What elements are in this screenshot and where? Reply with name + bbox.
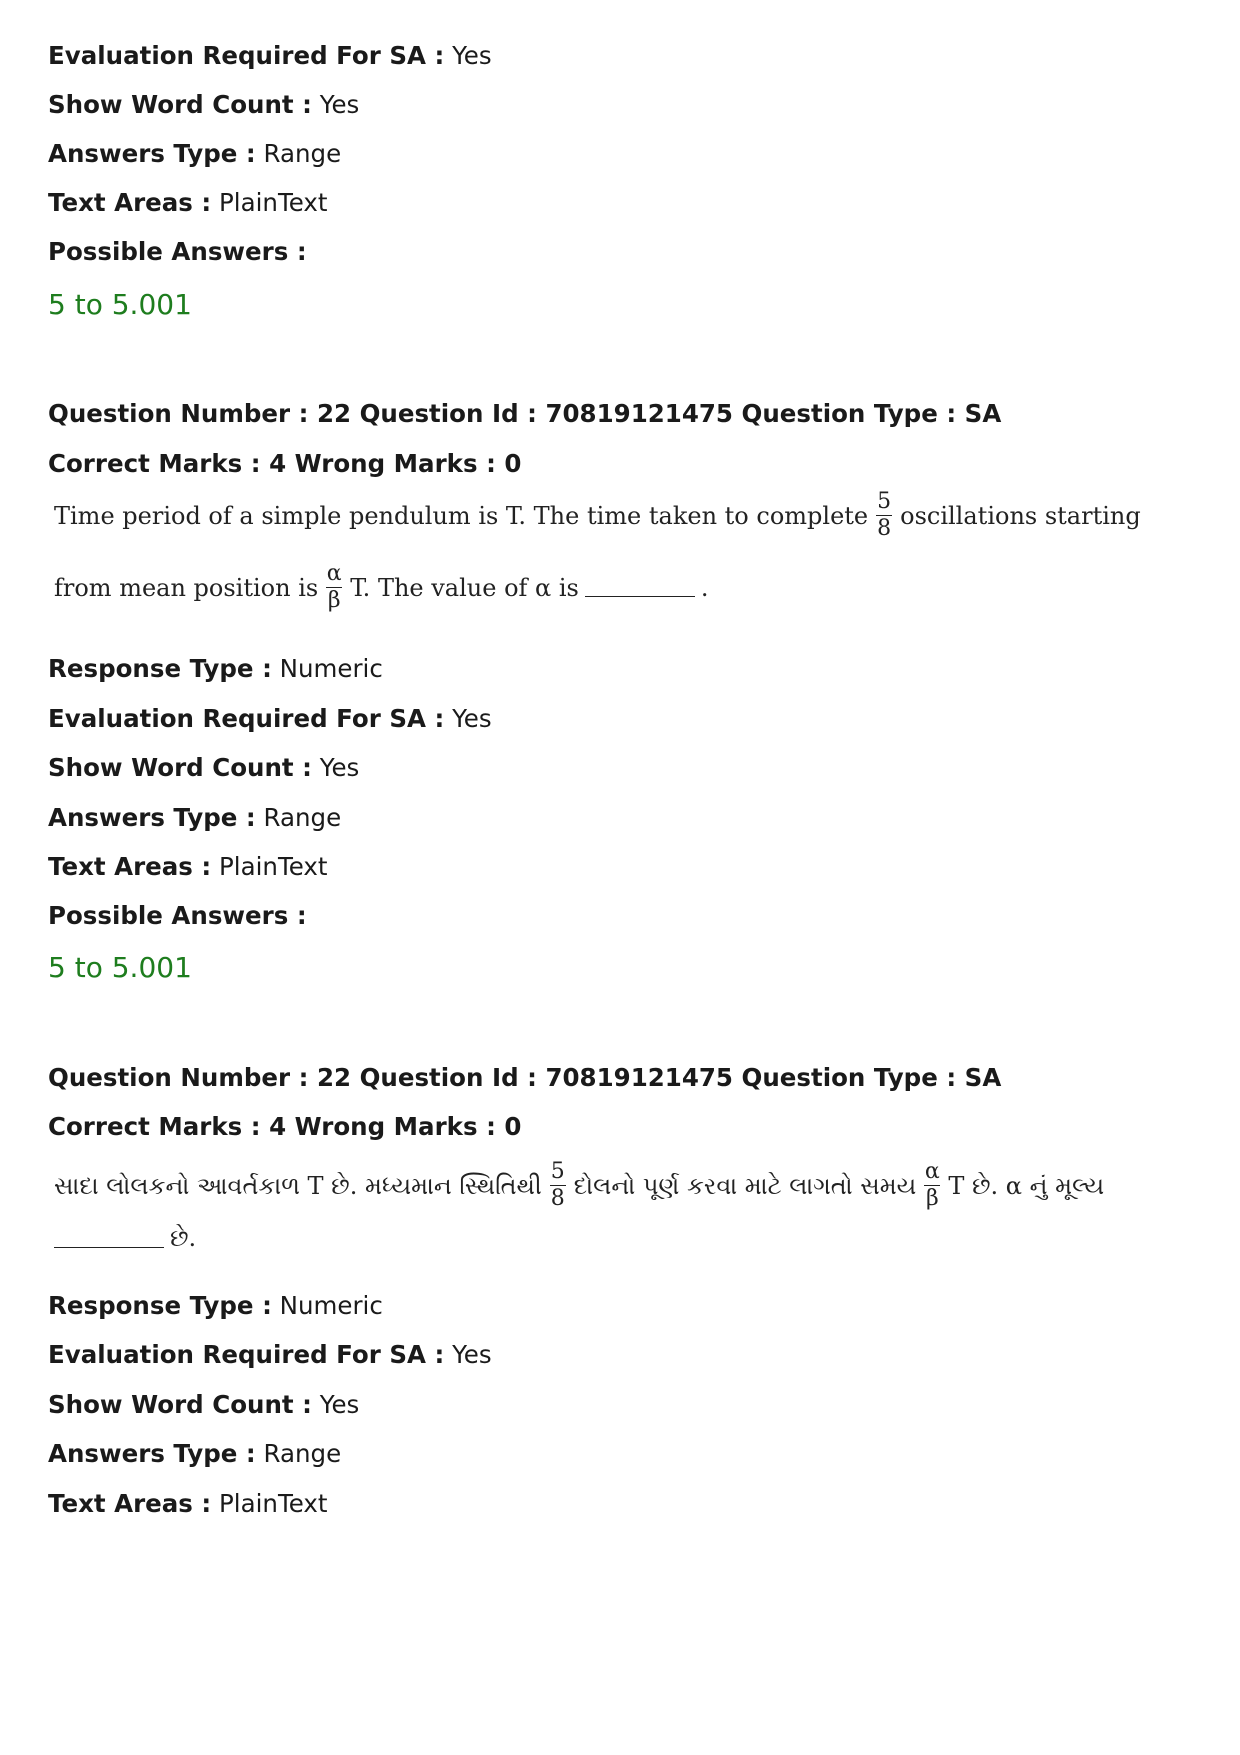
answers-type-label: Answers Type : <box>48 803 256 832</box>
question-text-part: T છે. α નું મૂલ્ય <box>948 1171 1105 1200</box>
word-count-value: Yes <box>319 753 360 782</box>
text-areas-label: Text Areas : <box>48 852 212 881</box>
text-areas-row <box>48 851 328 883</box>
fraction-alpha-beta <box>326 562 342 613</box>
question-text-part: છે. <box>170 1224 197 1252</box>
text-areas-row <box>48 187 328 219</box>
question-text-part: T. The value of α is <box>350 573 579 602</box>
fraction-alpha-beta <box>924 1160 940 1211</box>
possible-answer-value: 5 to 5.001 <box>48 288 192 321</box>
eval-sa-row <box>48 703 492 735</box>
fraction-numerator: α <box>924 1159 940 1184</box>
answers-type-value: Range <box>263 139 342 168</box>
fraction-numerator: α <box>326 561 342 586</box>
question-text-part: Time period of a simple pendulum is T. The time taken to complete <box>54 501 869 530</box>
answer-blank <box>54 1229 164 1248</box>
possible-answers-label: Possible Answers : <box>48 237 307 266</box>
word-count-value: Yes <box>319 1390 360 1419</box>
eval-sa-value: Yes <box>452 704 492 733</box>
answers-type-value: Range <box>263 1439 342 1468</box>
answers-type-row <box>48 1438 341 1470</box>
response-type-row <box>48 1290 383 1322</box>
text-areas-row <box>48 1488 328 1520</box>
question-header: Question Number : 22 Question Id : 70819121475 Question Type : SA <box>48 399 1002 428</box>
response-type-value: Numeric <box>279 1291 383 1320</box>
response-type-label: Response Type : <box>48 1291 272 1320</box>
question-text-line-2 <box>54 1224 196 1252</box>
response-type-value: Numeric <box>279 654 383 683</box>
word-count-label: Show Word Count : <box>48 1390 312 1419</box>
word-count-row <box>48 89 359 121</box>
possible-answers-row <box>48 236 307 268</box>
eval-sa-label: Evaluation Required For SA : <box>48 1340 445 1369</box>
fraction-denominator: β <box>327 588 341 613</box>
question-text-line-1 <box>54 1160 1104 1211</box>
possible-answers-row <box>48 900 307 932</box>
word-count-row <box>48 1389 359 1421</box>
text-areas-label: Text Areas : <box>48 1489 212 1518</box>
word-count-label: Show Word Count : <box>48 90 312 119</box>
answers-type-label: Answers Type : <box>48 139 256 168</box>
eval-sa-value: Yes <box>452 41 492 70</box>
word-count-value: Yes <box>319 90 360 119</box>
question-text-part: સાદા લોલકનો આવર્તકાળ T છે. મધ્યમાન સ્થિતિથી <box>54 1171 542 1200</box>
question-text-part: . <box>700 573 709 602</box>
answers-type-row <box>48 138 341 170</box>
question-marks: Correct Marks : 4 Wrong Marks : 0 <box>48 449 522 478</box>
question-marks: Correct Marks : 4 Wrong Marks : 0 <box>48 1112 522 1141</box>
possible-answers-label: Possible Answers : <box>48 901 307 930</box>
fraction-denominator: 8 <box>550 1186 565 1211</box>
response-type-row <box>48 653 383 685</box>
word-count-row <box>48 752 359 784</box>
fraction-5-8 <box>876 490 892 541</box>
fraction-denominator: 8 <box>877 516 892 541</box>
fraction-numerator: 5 <box>877 489 892 514</box>
text-areas-value: PlainText <box>219 1489 328 1518</box>
question-text-part: oscillations starting <box>900 501 1141 530</box>
response-type-label: Response Type : <box>48 654 272 683</box>
fraction-5-8 <box>550 1160 566 1211</box>
question-header: Question Number : 22 Question Id : 70819121475 Question Type : SA <box>48 1063 1002 1092</box>
possible-answer-value: 5 to 5.001 <box>48 951 192 984</box>
eval-sa-row <box>48 40 492 72</box>
eval-sa-label: Evaluation Required For SA : <box>48 704 445 733</box>
word-count-label: Show Word Count : <box>48 753 312 782</box>
answers-type-value: Range <box>263 803 342 832</box>
answer-blank <box>585 578 695 597</box>
text-areas-label: Text Areas : <box>48 188 212 217</box>
eval-sa-row <box>48 1339 492 1371</box>
eval-sa-value: Yes <box>452 1340 492 1369</box>
question-text-part: દોલનો પૂર્ણ કરવા માટે લાગતો સમય <box>573 1171 917 1200</box>
text-areas-value: PlainText <box>219 852 328 881</box>
answers-type-row <box>48 802 341 834</box>
eval-sa-label: Evaluation Required For SA : <box>48 41 445 70</box>
question-text-line-1 <box>54 490 1141 541</box>
fraction-numerator: 5 <box>550 1159 565 1184</box>
question-text-line-2 <box>54 562 709 613</box>
fraction-denominator: β <box>925 1186 939 1211</box>
text-areas-value: PlainText <box>219 188 328 217</box>
question-text-part: from mean position is <box>54 573 319 602</box>
answers-type-label: Answers Type : <box>48 1439 256 1468</box>
